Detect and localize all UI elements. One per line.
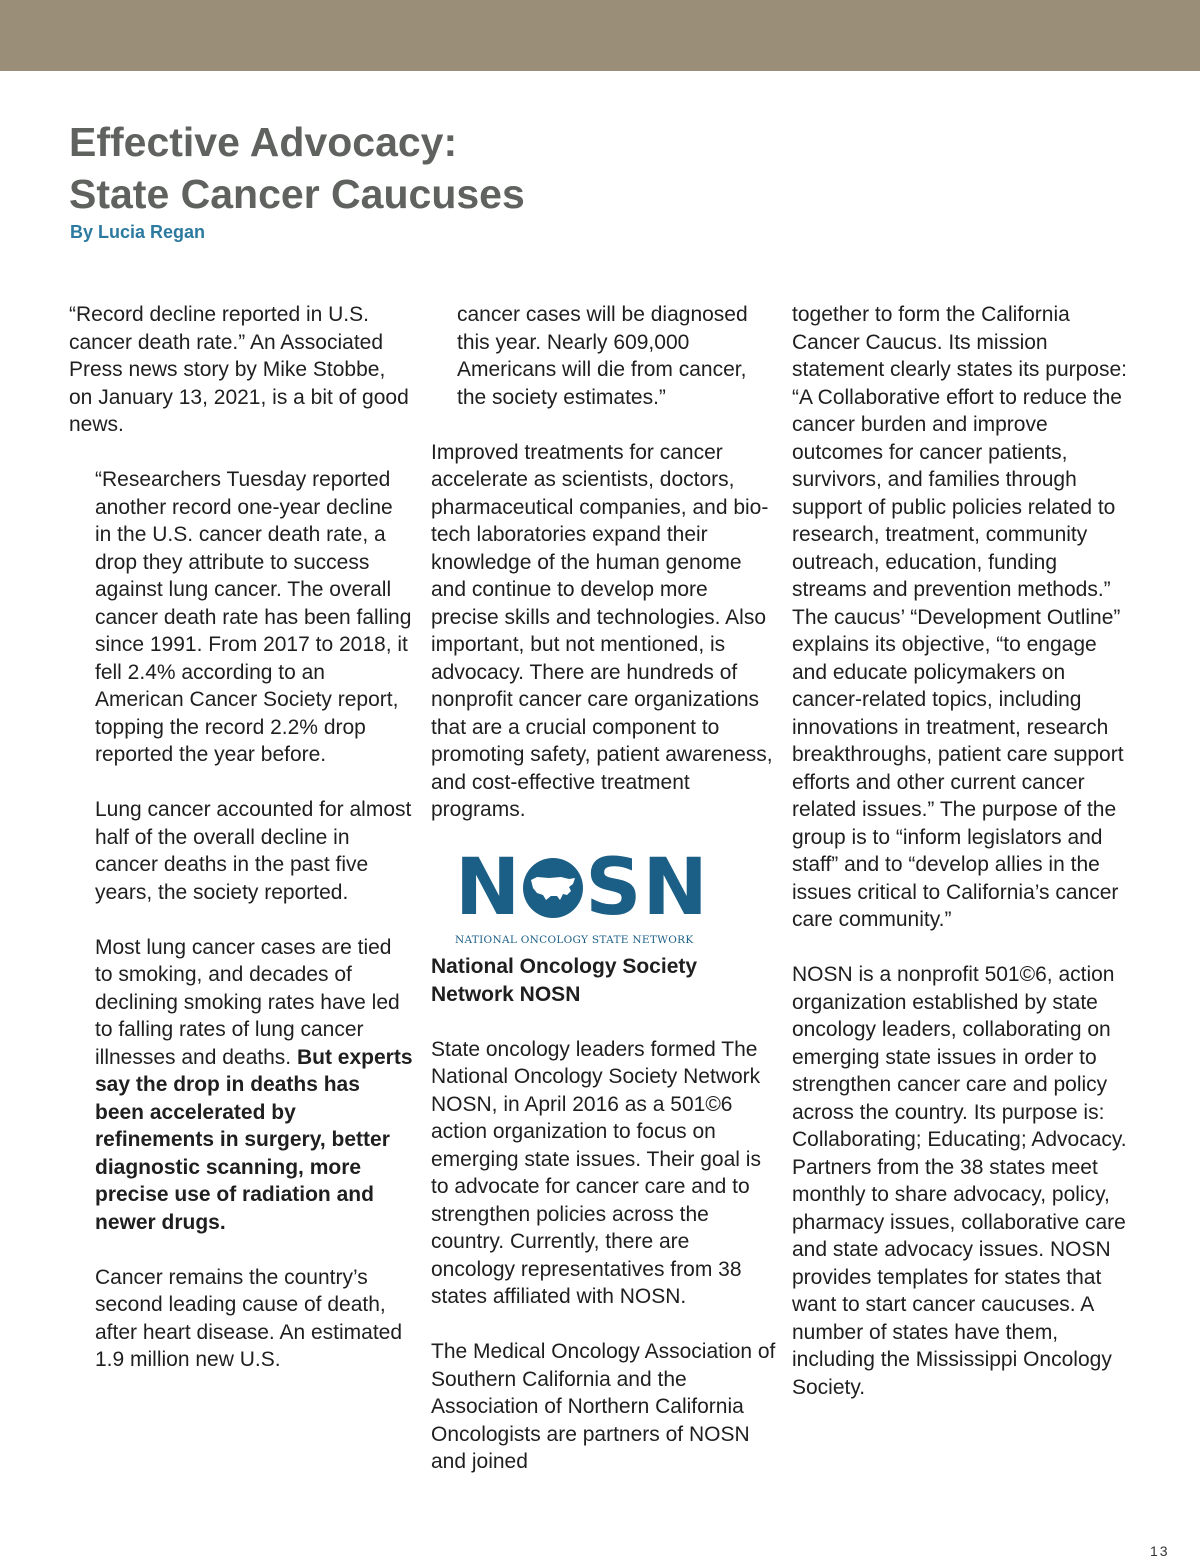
column-3 (792, 301, 1137, 1429)
quote-paragraph-3 (69, 934, 414, 1237)
nosn-formation-paragraph: State oncology leaders formed The National Oncology Society Network NOSN, in April 2016 as a 501©6 action organization to focus on emerging state issues. Their goal is to advocate for cancer care and to strengthen policies across the country. Currently, there are oncology representatives from 38 states affiliated with NOSN. (431, 1037, 761, 1308)
caucus-paragraph: together to form the California Cancer Caucus. Its mission statement clearly states its purpose: “A Collaborative effort to reduce the cancer burden and improve outcomes for cancer patients, survivors, and families through support of public policies related to research, treatment, community outreach, education, funding streams and prevention methods.” The caucus’ “Development Outline” explains its objective, “to engage and educate policymakers on cancer-related topics, including innovations in treatment, research breakthroughs, patient care support efforts and other current cancer related issues.” The purpose of the group is to “inform legislators and staff” and to “develop allies in the issues critical to California’s cancer care community.” (792, 303, 1127, 931)
section-heading-nosn: National Oncology Society Network NOSN (431, 955, 698, 1006)
quote-paragraph-1: “Researchers Tuesday reported another record one-year decline in the U.S. cancer death rate, a drop they attribute to success against lung cancer. The overall cancer death rate has been falling since 1991. From 2017 to 2018, it fell 2.4% according to an American Cancer Society report, topping the record 2.2% drop reported the year before. (95, 468, 412, 766)
article-title-line2: State Cancer Caucuses (69, 171, 525, 217)
nosn-logo-letter-n: N (455, 843, 522, 933)
quote-paragraph-3-text: Most lung cancer cases are tied to smoking, and decades of declining smoking rates have led to falling rates of lung cancer illnesses and deaths. (95, 935, 400, 1069)
treatments-paragraph: Improved treatments for cancer accelerate as scientists, doctors, pharmaceutical companies, and bio-tech laboratories expand their knowledge of the human genome and continue to develop more precise skills and technologies. Also important, but not mentioned, is advocacy. There are hundreds of nonprofit cancer care organizations that are a crucial component to promoting safety, patient awareness, and cost-effective treatment programs. (431, 440, 773, 821)
page-number: 13 (1150, 1543, 1170, 1559)
partners-paragraph: The Medical Oncology Association of Southern California and the Association of Northern California Oncologists are partners of NOSN and joined (431, 1340, 776, 1473)
quote-paragraph-3-emphasis: But experts say the drop in deaths has been accelerated by refinements in surgery, better diagnostic scanning, more precise use of radiation and newer drugs. (95, 1045, 413, 1234)
nosn-logo-letters-sn: SN (585, 843, 709, 933)
column-2 (431, 301, 776, 1503)
nosn-logo-wordmark (455, 843, 715, 933)
quote-paragraph-4: Cancer remains the country’s second leading cause of death, after heart disease. An estimated 1.9 million new U.S. (95, 1265, 403, 1371)
header-band (0, 0, 1200, 71)
intro-paragraph: “Record decline reported in U.S. cancer death rate.” An Associated Press news story by Mike Stobbe, on January 13, 2021, is a bit of good news. (69, 303, 409, 436)
nosn-nonprofit-paragraph: NOSN is a nonprofit 501©6, action organization established by state oncology leaders, collaborating on emerging state issues in order to strengthen cancer care and policy across the country. Its purpose is: Collaborating; Educating; Advocacy. Partners from the 38 states meet monthly to share advocacy, policy, pharmacy issues, collaborative care and state advocacy issues. NOSN provides templates for states that want to start cancer caucuses. A number of states have them, including the Mississippi Oncology Society. (792, 963, 1127, 1399)
nosn-logo (455, 843, 715, 946)
quote-paragraph-2: Lung cancer accounted for almost half of the overall decline in cancer deaths in the past five years, the society reported. (95, 798, 412, 904)
column-1 (69, 301, 414, 1401)
quote-continuation: cancer cases will be diagnosed this year. Nearly 609,000 Americans will die from cancer, the society estimates.” (457, 303, 748, 409)
nosn-logo-subtitle: NATIONAL ONCOLOGY STATE NETWORK (455, 934, 694, 946)
article-title (69, 116, 525, 220)
article-byline: By Lucia Regan (70, 222, 206, 242)
article-title-line1: Effective Advocacy: (69, 119, 458, 165)
us-map-icon (523, 858, 583, 918)
